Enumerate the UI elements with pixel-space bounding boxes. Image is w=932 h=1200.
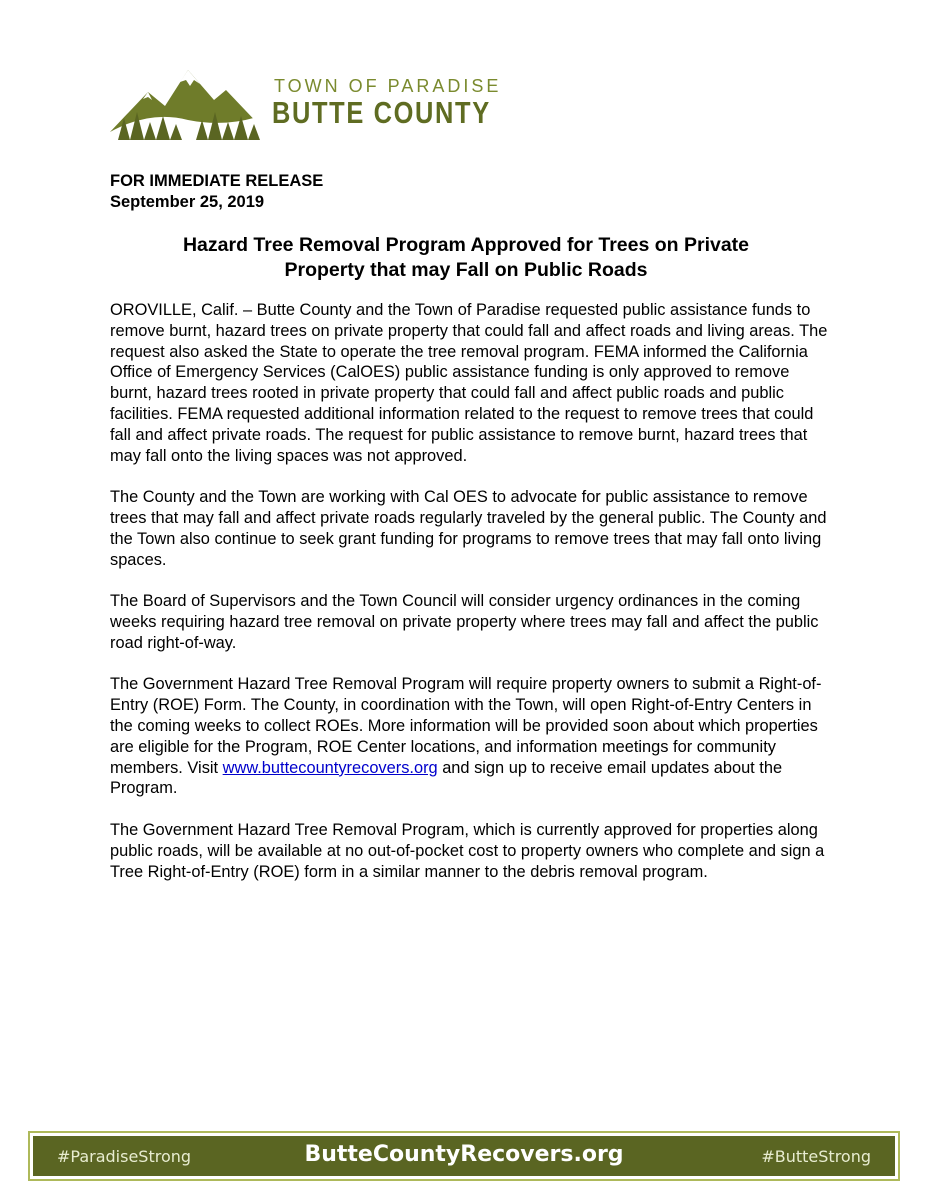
- release-date: September 25, 2019: [110, 193, 265, 211]
- paragraph-4-text-before: The Government Hazard Tree Removal Program will require property owners to submit a Right-of-Entry (ROE) Form. The County, in coordination with the Town, will open Right-of-Entry Centers in the coming weeks to collect ROEs. More information will be provided soon about which properties are eligible for the Program, ROE Center locations, and information meetings for community members. Visit: [110, 675, 822, 777]
- press-release-headline: [110, 233, 822, 283]
- logo-town-name: TOWN OF PARADISE: [274, 76, 502, 96]
- hashtag-paradise-strong: #ParadiseStrong: [57, 1147, 192, 1166]
- recovery-website-link[interactable]: www.buttecountyrecovers.org: [222, 758, 438, 777]
- footer-website: ButteCountyRecovers.org: [304, 1142, 624, 1167]
- release-info: [110, 171, 323, 213]
- headline-line-2: Property that may Fall on Public Roads: [284, 259, 648, 281]
- hashtag-butte-strong: #ButteStrong: [761, 1147, 871, 1166]
- paragraph-1: OROVILLE, Calif. – Butte County and the Town of Paradise requested public assistance funds to remove burnt, hazard trees on private property that could fall and affect roads and living areas. The request also asked the State to operate the tree removal program. FEMA informed the California Office of Emergency Services (CalOES) public assistance funding is only approved to remove burnt, hazard trees rooted in private property that could fall and affect public roads and public facilities. FEMA requested additional information related to the request to remove trees that could fall and affect private roads. The request for public assistance to remove burnt, hazard trees that may fall onto the living spaces was not approved.: [110, 301, 828, 465]
- release-label: FOR IMMEDIATE RELEASE: [110, 172, 324, 190]
- paragraph-3: The Board of Supervisors and the Town Council will consider urgency ordinances in the coming weeks requiring hazard tree removal on private property where trees may fall and affect the public road right-of-way.: [110, 592, 819, 652]
- header-logo: [110, 62, 502, 142]
- logo-county-name: BUTTE COUNTY: [272, 95, 491, 130]
- paragraph-4: [110, 674, 835, 799]
- footer-banner-inner: [33, 1136, 895, 1176]
- paragraph-4-text-after: and sign up to receive email updates about the Program.: [110, 758, 783, 798]
- headline-line-1: Hazard Tree Removal Program Approved for Trees on Private: [182, 234, 750, 256]
- mountain-forest-logo-icon: [110, 62, 270, 142]
- press-release-body: [110, 300, 835, 903]
- footer-banner: [28, 1131, 900, 1181]
- paragraph-2: The County and the Town are working with Cal OES to advocate for public assistance to remove trees that may fall and affect private roads regularly traveled by the general public. The County and the Town also continue to seek grant funding for programs to remove trees that may fall onto living spaces.: [110, 488, 827, 569]
- paragraph-5: The Government Hazard Tree Removal Program, which is currently approved for properties along public roads, will be available at no out-of-pocket cost to property owners who complete and sign a Tree Right-of-Entry (ROE) form in a similar manner to the debris removal program.: [110, 820, 825, 881]
